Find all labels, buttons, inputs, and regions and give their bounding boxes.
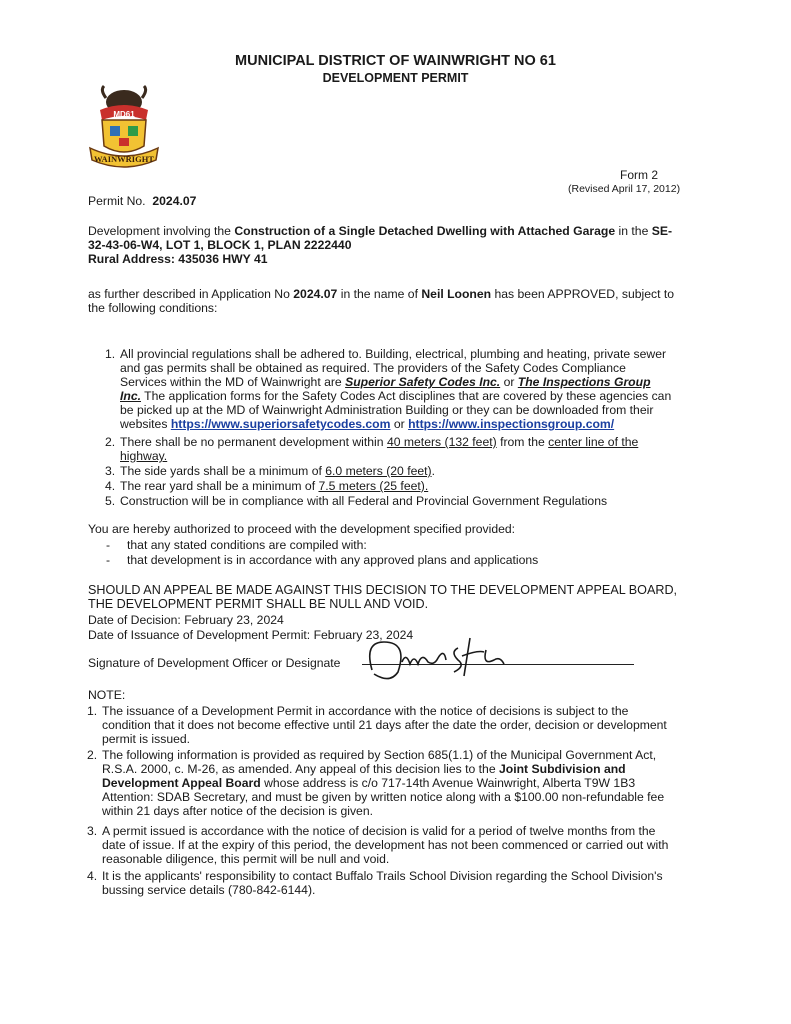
inspections-group-link[interactable]: https://www.inspectionsgroup.com/ <box>408 417 615 431</box>
md-wainwright-logo <box>86 82 162 174</box>
decision-date: Date of Decision: February 23, 2024 <box>88 613 284 627</box>
permit-number: Permit No. 2024.07 <box>88 194 197 208</box>
appeal-warning: SHOULD AN APPEAL BE MADE AGAINST THIS DECISION TO THE DEVELOPMENT APPEAL BOARD, THE DEVELOPMENT PERMIT SHALL BE NULL AND VOID. <box>88 583 678 611</box>
svg-text:MD61: MD61 <box>113 110 135 119</box>
document-type: DEVELOPMENT PERMIT <box>322 71 469 85</box>
form-label: Form 2 <box>620 168 659 182</box>
rural-address: Rural Address: 435036 HWY 41 <box>88 252 268 266</box>
authorization-item: - that any stated conditions are compiled with: <box>106 538 367 552</box>
signature-label: Signature of Development Officer or Designate <box>88 656 341 670</box>
svg-text:WAINWRIGHT: WAINWRIGHT <box>94 154 154 164</box>
inspections-group-name: The Inspections Group <box>517 375 651 389</box>
authorization-statement: You are hereby authorized to proceed with the development specified provided: <box>88 522 516 536</box>
development-description: Development involving the Construction of a Single Detached Dwelling with Attached Garage in the SE- 32-43-06-W4, LOT 1, BLOCK 1, PLAN 2222440 Rural Address: 435036 HWY 41 <box>88 224 673 266</box>
authorization-item: - that development is in accordance with any approved plans and applications <box>106 553 539 567</box>
superior-safety-codes-link[interactable]: https://www.superiorsafetycodes.com <box>170 417 391 431</box>
revision-date: (Revised April 17, 2012) <box>568 183 681 195</box>
application-statement: as further described in Application No 2024.07 in the name of Neil Loonen has been APPROVED, subject to the following conditions: <box>88 287 675 315</box>
issuance-date: Date of Issuance of Development Permit: February 23, 2024 <box>88 628 414 642</box>
superior-safety-codes-name: Superior Safety Codes Inc. <box>345 375 501 389</box>
notes-heading: NOTE: <box>88 688 126 702</box>
handwritten-signature <box>354 630 524 686</box>
organization-title: MUNICIPAL DISTRICT OF WAINWRIGHT NO 61 <box>235 53 556 69</box>
